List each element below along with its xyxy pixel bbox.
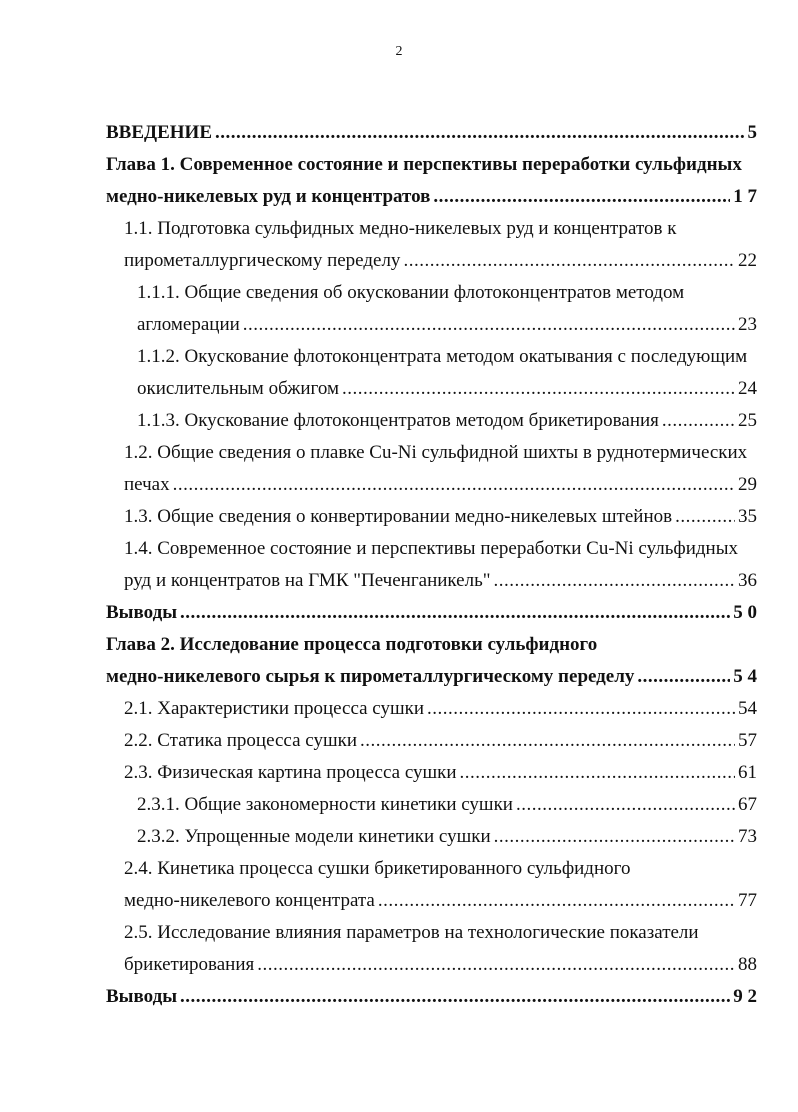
toc-page: 22 — [738, 250, 757, 271]
toc-page: 73 — [738, 826, 757, 847]
toc-title: 2.3. Физическая картина процесса сушки — [124, 762, 457, 783]
toc-title: 2.2. Статика процесса сушки — [124, 730, 357, 751]
toc-entry-chapter-2-line-1 — [106, 629, 757, 661]
toc-title: Выводы — [106, 986, 178, 1007]
leader-dots — [637, 661, 730, 693]
toc-title: брикетирования — [124, 954, 255, 975]
toc-page: 77 — [738, 890, 757, 911]
leader-dots — [460, 757, 735, 789]
toc-title: 2.3.1. Общие закономерности кинетики сушки — [137, 794, 513, 815]
toc-entry-2-5-line-1 — [124, 917, 757, 949]
toc-title: медно-никелевого концентрата — [124, 890, 375, 911]
toc-entry-1-1-line-1 — [124, 213, 757, 245]
toc-page: 1 7 — [733, 186, 757, 207]
leader-dots — [243, 309, 735, 341]
toc-entry-conclusions-2 — [106, 981, 757, 1013]
toc-title: 1.3. Общие сведения о конвертировании медно-никелевых штейнов — [124, 506, 673, 527]
toc-title: печах — [124, 474, 170, 495]
leader-dots — [494, 821, 735, 853]
toc-title: ВВЕДЕНИЕ — [106, 122, 212, 143]
toc-entry-1-4-line-1 — [124, 533, 757, 565]
toc-entry-2-4-line-1 — [124, 853, 757, 885]
toc-title: 2.1. Характеристики процесса сушки — [124, 698, 425, 719]
toc-entry-1-3 — [124, 501, 757, 533]
leader-dots — [662, 405, 735, 437]
toc-page: 25 — [738, 410, 757, 431]
toc-title: Выводы — [106, 602, 178, 623]
leader-dots — [378, 885, 735, 917]
leader-dots — [257, 949, 735, 981]
toc-page: 35 — [738, 506, 757, 527]
toc-entry-2-3-1 — [137, 789, 757, 821]
leader-dots — [360, 725, 735, 757]
toc-title: медно-никелевого сырья к пирометаллургическому переделу — [106, 666, 635, 687]
leader-dots — [180, 597, 730, 629]
toc-entry-1-1-line-2 — [124, 245, 757, 277]
leader-dots — [427, 693, 735, 725]
toc-title: 1.4. Современное состояние и перспективы переработки Cu-Ni сульфидных — [124, 538, 738, 559]
toc-title: медно-никелевых руд и концентратов — [106, 186, 431, 207]
toc-entry-1-1-3 — [137, 405, 757, 437]
toc-entry-1-1-1-line-1 — [137, 277, 757, 309]
toc-entry-1-1-2-line-2 — [137, 373, 757, 405]
toc-entry-1-2-line-2 — [124, 469, 757, 501]
toc-title: 1.1.2. Окускование флотоконцентрата методом окатывания с последующим — [137, 346, 748, 367]
toc-page: 88 — [738, 954, 757, 975]
toc-entry-1-2-line-1 — [124, 437, 757, 469]
toc-entry-2-1 — [124, 693, 757, 725]
toc-title: 1.1.3. Окускование флотоконцентратов методом брикетирования — [137, 410, 659, 431]
toc-page: 29 — [738, 474, 757, 495]
toc-entry-conclusions-1 — [106, 597, 757, 629]
leader-dots — [403, 245, 735, 277]
leader-dots — [433, 181, 730, 213]
toc-title: 2.4. Кинетика процесса сушки брикетированного сульфидного — [124, 858, 631, 879]
toc-entry-2-3-2 — [137, 821, 757, 853]
toc-page: 67 — [738, 794, 757, 815]
page-number: 2 — [395, 44, 403, 59]
toc-page: 57 — [738, 730, 757, 751]
toc-entry-chapter-2-line-2 — [106, 661, 757, 693]
toc-entry-2-2 — [124, 725, 757, 757]
toc-entry-2-3 — [124, 757, 757, 789]
leader-dots — [215, 117, 745, 149]
toc-entry-chapter-1-line-1 — [106, 149, 757, 181]
toc-title: Глава 1. Современное состояние и перспективы переработки сульфидных — [106, 154, 742, 175]
toc-page: 5 — [747, 122, 757, 143]
toc-entry-2-5-line-2 — [124, 949, 757, 981]
toc-page: 24 — [738, 378, 757, 399]
leader-dots — [516, 789, 735, 821]
toc-entry-intro — [106, 117, 757, 149]
toc-page: 23 — [738, 314, 757, 335]
toc-title: окислительным обжигом — [137, 378, 340, 399]
leader-dots — [675, 501, 735, 533]
toc-entry-chapter-1-line-2 — [106, 181, 757, 213]
toc-page: 36 — [738, 570, 757, 591]
toc-title: руд и концентратов на ГМК "Печенганикель" — [124, 570, 491, 591]
leader-dots — [494, 565, 736, 597]
toc-title: 1.2. Общие сведения о плавке Cu-Ni сульфидной шихты в руднотермических — [124, 442, 748, 463]
toc-page: 9 2 — [733, 986, 757, 1007]
toc-page: 61 — [738, 762, 757, 783]
leader-dots — [342, 373, 735, 405]
toc-entry-2-4-line-2 — [124, 885, 757, 917]
toc-page: 5 0 — [733, 602, 757, 623]
toc-title: 2.5. Исследование влияния параметров на технологические показатели — [124, 922, 699, 943]
leader-dots — [173, 469, 735, 501]
toc-page: 54 — [738, 698, 757, 719]
toc-title: 2.3.2. Упрощенные модели кинетики сушки — [137, 826, 491, 847]
toc-page: 5 4 — [733, 666, 757, 687]
toc-entry-1-1-1-line-2 — [137, 309, 757, 341]
toc-title: 1.1.1. Общие сведения об окусковании флотоконцентратов методом — [137, 282, 685, 303]
toc-entry-1-4-line-2 — [124, 565, 757, 597]
leader-dots — [180, 981, 730, 1013]
toc-title: Глава 2. Исследование процесса подготовки сульфидного — [106, 634, 598, 655]
toc-title: пирометаллургическому переделу — [124, 250, 401, 271]
toc-entry-1-1-2-line-1 — [137, 341, 757, 373]
toc-title: 1.1. Подготовка сульфидных медно-никелевых руд и концентратов к — [124, 218, 677, 239]
toc-title: агломерации — [137, 314, 240, 335]
